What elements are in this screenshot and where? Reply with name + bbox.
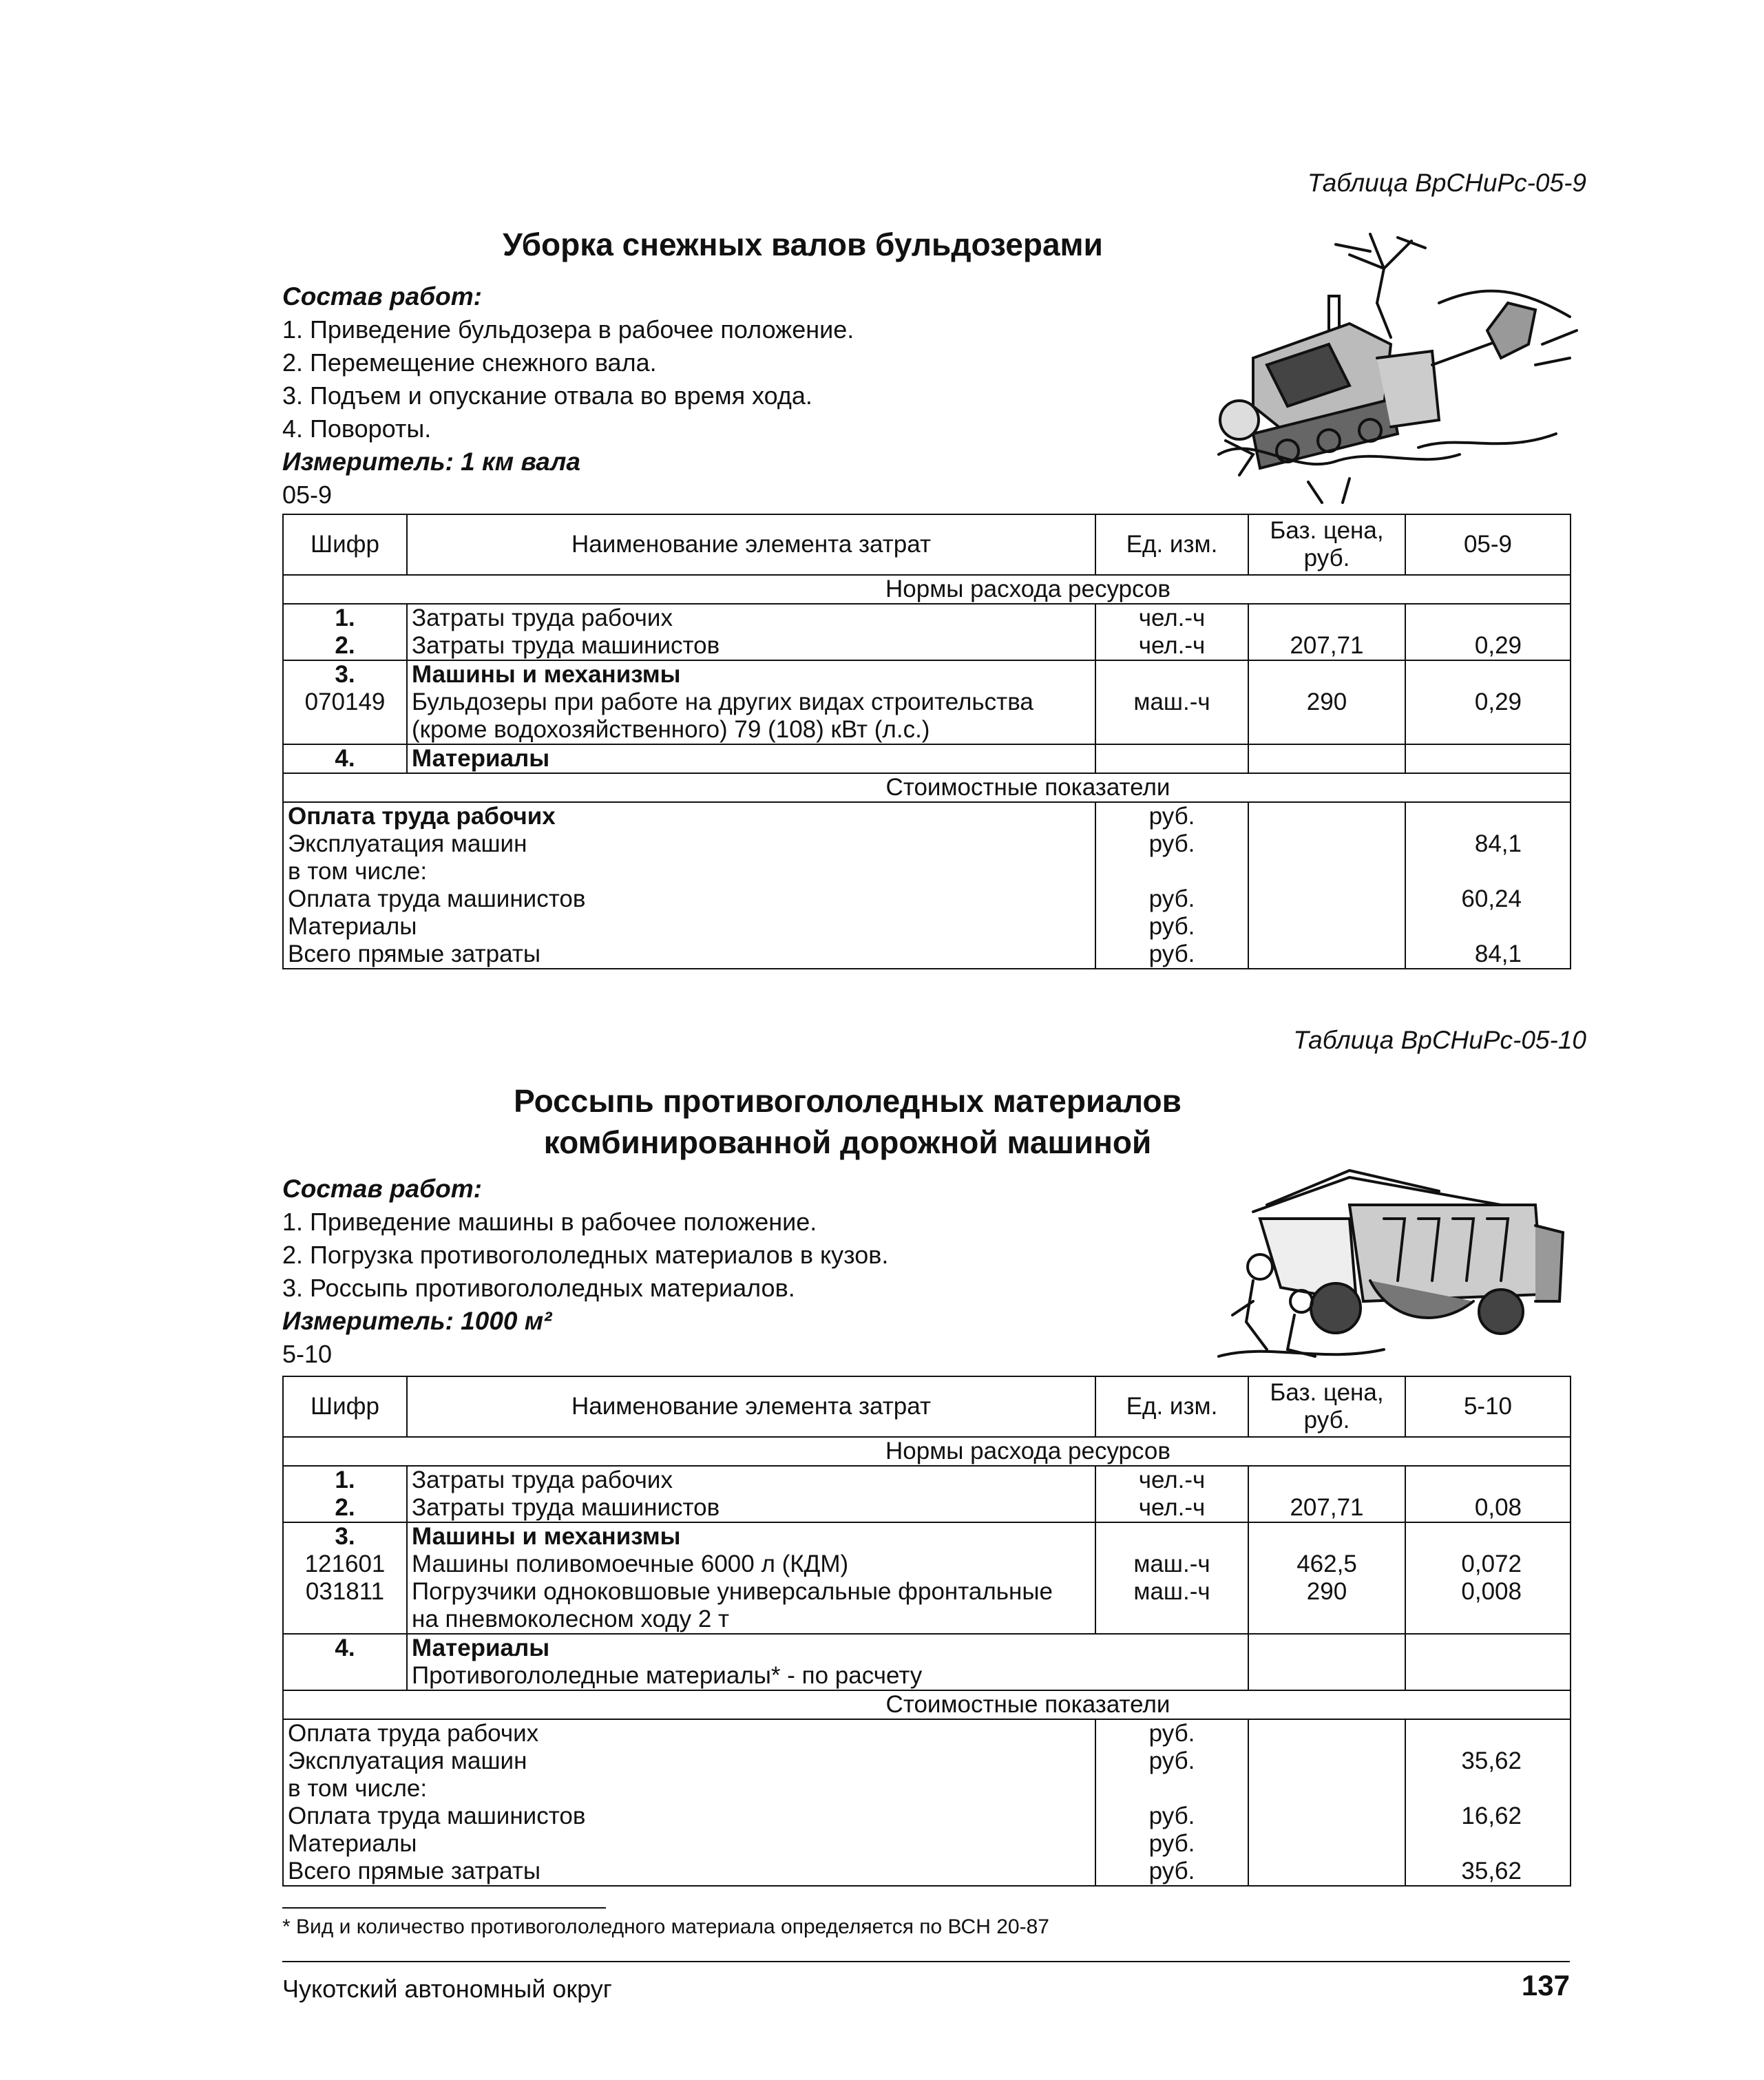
- cost-value: 35,62: [1405, 1858, 1571, 1886]
- measure: Измеритель: 1 км вала: [282, 448, 580, 476]
- col-cipher: Шифр: [283, 1376, 407, 1437]
- row-value: [1405, 1466, 1571, 1494]
- table-label: Таблица ВрСНиРс-05-10: [1293, 1026, 1586, 1054]
- row-price: 462,5: [1248, 1551, 1405, 1578]
- row-cipher: 2.: [283, 1494, 407, 1522]
- section-title: Уборка снежных валов бульдозерами: [503, 227, 1103, 262]
- resource-table-5-10: [282, 1376, 1571, 1887]
- col-unit: Ед. изм.: [1095, 1376, 1248, 1437]
- row-name: Машины поливомоечные 6000 л (КДМ): [407, 1551, 1095, 1578]
- cost-row: [283, 1719, 1571, 1747]
- cost-row: [283, 941, 1571, 969]
- cost-name: Оплата труда рабочих: [283, 802, 1095, 830]
- footnote-rule: [282, 1907, 606, 1909]
- cost-value: [1405, 1830, 1571, 1858]
- work-step: 1. Приведение бульдозера в рабочее положение.: [282, 315, 854, 344]
- row-price: [1248, 1606, 1405, 1634]
- row-cipher: [283, 1662, 407, 1690]
- row-price: [1248, 1466, 1405, 1494]
- table-header-row: [283, 1376, 1571, 1437]
- row-price: 290: [1248, 1578, 1405, 1606]
- row-name: Погрузчики одноковшовые универсальные фронтальные: [407, 1578, 1095, 1606]
- cost-value: 60,24: [1405, 885, 1571, 913]
- row-name: Машины и механизмы: [407, 660, 1095, 689]
- row-cipher: 3.: [283, 1522, 407, 1551]
- work-step: 4. Повороты.: [282, 414, 432, 443]
- row-price: 207,71: [1248, 1494, 1405, 1522]
- row-name: на пневмоколесном ходу 2 т: [407, 1606, 1095, 1634]
- norms-heading: Нормы расхода ресурсов: [283, 575, 1571, 604]
- row-value: 0,072: [1405, 1551, 1571, 1578]
- cost-name: в том числе:: [283, 1775, 1095, 1803]
- footnote: * Вид и количество противогололедного материала определяется по ВСН 20-87: [282, 1915, 1049, 1938]
- row-value: 0,08: [1405, 1494, 1571, 1522]
- row-name: Затраты труда рабочих: [407, 1466, 1095, 1494]
- cost-unit: руб.: [1095, 1830, 1248, 1858]
- row-value: 0,29: [1405, 632, 1571, 660]
- row-price: [1248, 604, 1405, 632]
- row-cipher: 1.: [283, 1466, 407, 1494]
- work-step: 2. Погрузка противогололедных материалов в кузов.: [282, 1241, 889, 1269]
- row-cipher: 1.: [283, 604, 407, 632]
- cost-name: Материалы: [283, 1830, 1095, 1858]
- page-number: 137: [1521, 1969, 1570, 2002]
- cost-unit: руб.: [1095, 1803, 1248, 1830]
- row-name: Бульдозеры при работе на других видах строительства: [407, 689, 1095, 716]
- cost-name: Оплата труда машинистов: [283, 1803, 1095, 1830]
- table-label: Таблица ВрСНиРс-05-9: [1307, 169, 1586, 197]
- row-value: [1405, 1634, 1571, 1662]
- table-row: [283, 716, 1571, 744]
- row-unit: маш.-ч: [1095, 1551, 1248, 1578]
- table-row: [283, 632, 1571, 660]
- work-step: 2. Перемещение снежного вала.: [282, 348, 657, 377]
- row-price: [1248, 660, 1405, 689]
- row-cipher: 3.: [283, 660, 407, 689]
- cost-name: в том числе:: [283, 858, 1095, 885]
- row-cipher: [283, 716, 407, 744]
- row-name: Затраты труда рабочих: [407, 604, 1095, 632]
- table-row: [283, 604, 1571, 632]
- cost-value: 84,1: [1405, 941, 1571, 969]
- row-value: [1405, 660, 1571, 689]
- cost-row: [283, 1803, 1571, 1830]
- section-title: комбинированной дорожной машиной: [543, 1124, 1152, 1160]
- row-name: Затраты труда машинистов: [407, 632, 1095, 660]
- cost-unit: руб.: [1095, 913, 1248, 941]
- bulldozer-illustration: [1212, 227, 1584, 510]
- row-name: Материалы: [407, 1634, 1248, 1662]
- cost-unit: руб.: [1095, 941, 1248, 969]
- table-code: 5-10: [282, 1340, 333, 1368]
- col-price: Баз. цена, руб.: [1248, 514, 1405, 575]
- cost-value: [1405, 858, 1571, 885]
- cost-unit: [1095, 1775, 1248, 1803]
- cost-value: 16,62: [1405, 1803, 1571, 1830]
- section-title: Россыпь противогололедных материалов: [514, 1083, 1182, 1119]
- row-name: (кроме водохозяйственного) 79 (108) кВт (л.с.): [407, 716, 1095, 744]
- table-row: [283, 1494, 1571, 1522]
- table-row: [283, 1551, 1571, 1578]
- cost-unit: руб.: [1095, 1858, 1248, 1886]
- cost-unit: руб.: [1095, 830, 1248, 858]
- cost-row: [283, 802, 1571, 830]
- table-header-row: [283, 514, 1571, 575]
- row-price: [1248, 1522, 1405, 1551]
- cost-name: Эксплуатация машин: [283, 830, 1095, 858]
- row-price: [1248, 1634, 1405, 1662]
- cost-row: [283, 913, 1571, 941]
- row-unit: чел.-ч: [1095, 604, 1248, 632]
- cost-row: [283, 885, 1571, 913]
- table-row: [283, 744, 1571, 773]
- cost-row: [283, 1830, 1571, 1858]
- table-row: [283, 689, 1571, 716]
- row-name: Затраты труда машинистов: [407, 1494, 1095, 1522]
- row-cipher: 4.: [283, 744, 407, 773]
- cost-row: [283, 858, 1571, 885]
- row-unit: [1095, 716, 1248, 744]
- cost-value: [1405, 802, 1571, 830]
- row-unit: [1095, 660, 1248, 689]
- row-cipher: [283, 1606, 407, 1634]
- cost-row: [283, 1775, 1571, 1803]
- row-value: [1405, 1522, 1571, 1551]
- table-code: 05-9: [282, 481, 333, 509]
- row-unit: маш.-ч: [1095, 689, 1248, 716]
- cost-unit: руб.: [1095, 1719, 1248, 1747]
- cost-row: [283, 1747, 1571, 1775]
- row-cipher: 4.: [283, 1634, 407, 1662]
- table-row: [283, 1522, 1571, 1551]
- cost-name: Эксплуатация машин: [283, 1747, 1095, 1775]
- row-price: [1248, 716, 1405, 744]
- cost-value: [1405, 1719, 1571, 1747]
- cost-heading: Стоимостные показатели: [283, 1690, 1571, 1719]
- col-code: 5-10: [1405, 1376, 1571, 1437]
- work-step: 1. Приведение машины в рабочее положение.: [282, 1208, 817, 1236]
- row-price: [1248, 1662, 1405, 1690]
- footer-rule: [282, 1961, 1570, 1962]
- row-value: [1405, 744, 1571, 773]
- cost-value: 84,1: [1405, 830, 1571, 858]
- cost-name: Всего прямые затраты: [283, 941, 1095, 969]
- work-step: 3. Россыпь противогололедных материалов.: [282, 1274, 795, 1302]
- row-unit: [1095, 1522, 1248, 1551]
- col-price: Баз. цена, руб.: [1248, 1376, 1405, 1437]
- table-row: [283, 1634, 1571, 1662]
- cost-row: [283, 1858, 1571, 1886]
- cost-name: Оплата труда рабочих: [283, 1719, 1095, 1747]
- composition-heading: Состав работ:: [282, 282, 482, 311]
- row-value: 0,29: [1405, 689, 1571, 716]
- row-value: [1405, 604, 1571, 632]
- row-unit: чел.-ч: [1095, 1494, 1248, 1522]
- col-code: 05-9: [1405, 514, 1571, 575]
- row-price: 290: [1248, 689, 1405, 716]
- col-name: Наименование элемента затрат: [407, 514, 1095, 575]
- row-price: [1248, 744, 1405, 773]
- row-cipher: 031811: [283, 1578, 407, 1606]
- row-unit: чел.-ч: [1095, 632, 1248, 660]
- table-row: [283, 1662, 1571, 1690]
- row-value: 0,008: [1405, 1578, 1571, 1606]
- row-unit: маш.-ч: [1095, 1578, 1248, 1606]
- table-row: [283, 1578, 1571, 1606]
- col-unit: Ед. изм.: [1095, 514, 1248, 575]
- cost-unit: [1095, 858, 1248, 885]
- cost-heading: Стоимостные показатели: [283, 773, 1571, 802]
- row-price: 207,71: [1248, 632, 1405, 660]
- cost-unit: руб.: [1095, 1747, 1248, 1775]
- row-cipher: 070149: [283, 689, 407, 716]
- col-cipher: Шифр: [283, 514, 407, 575]
- cost-unit: руб.: [1095, 885, 1248, 913]
- measure: Измеритель: 1000 м²: [282, 1307, 552, 1335]
- table-row: [283, 660, 1571, 689]
- road-machine-illustration: [1212, 1164, 1570, 1363]
- row-name: Материалы: [407, 744, 1095, 773]
- cost-value: 35,62: [1405, 1747, 1571, 1775]
- cost-value: [1405, 913, 1571, 941]
- row-name: Машины и механизмы: [407, 1522, 1095, 1551]
- row-value: [1405, 1606, 1571, 1634]
- row-unit: чел.-ч: [1095, 1466, 1248, 1494]
- composition-heading: Состав работ:: [282, 1175, 482, 1203]
- norms-heading: Нормы расхода ресурсов: [283, 1437, 1571, 1466]
- row-name: Противогололедные материалы* - по расчету: [407, 1662, 1248, 1690]
- work-step: 3. Подъем и опускание отвала во время хода.: [282, 381, 812, 410]
- table-row: [283, 1606, 1571, 1634]
- cost-name: Материалы: [283, 913, 1095, 941]
- resource-table-05-9: [282, 514, 1571, 969]
- cost-row: [283, 830, 1571, 858]
- row-cipher: 121601: [283, 1551, 407, 1578]
- footer-region: Чукотский автономный округ: [282, 1975, 612, 2003]
- cost-unit: руб.: [1095, 802, 1248, 830]
- row-cipher: 2.: [283, 632, 407, 660]
- cost-name: Всего прямые затраты: [283, 1858, 1095, 1886]
- cost-name: Оплата труда машинистов: [283, 885, 1095, 913]
- row-unit: [1095, 744, 1248, 773]
- row-value: [1405, 1662, 1571, 1690]
- row-unit: [1095, 1606, 1248, 1634]
- table-row: [283, 1466, 1571, 1494]
- col-name: Наименование элемента затрат: [407, 1376, 1095, 1437]
- cost-value: [1405, 1775, 1571, 1803]
- row-value: [1405, 716, 1571, 744]
